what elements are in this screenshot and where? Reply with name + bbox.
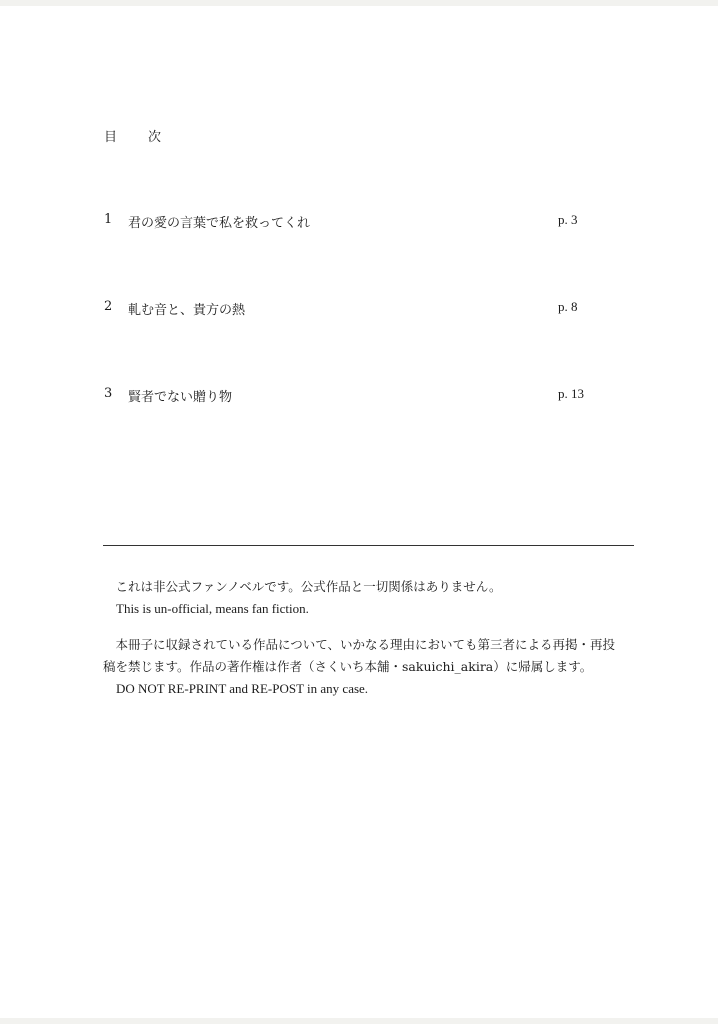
- toc-entry-number: 2: [104, 299, 113, 314]
- copyright-notice-ja-line2: 稿を禁じます。作品の著作権は作者（さくいち本舗・sakuichi_akira）に帰属します。: [103, 659, 593, 674]
- paragraph-gap: [103, 620, 623, 634]
- toc-entry: [104, 299, 594, 319]
- toc-entry-page: p. 8: [558, 299, 578, 314]
- toc-entry: [104, 386, 594, 406]
- document-page: [0, 6, 718, 1018]
- toc-entry-title: 軋む音と、貴方の熱: [128, 303, 246, 318]
- toc-entry-title: 君の愛の言葉で私を救ってくれ: [128, 216, 311, 231]
- toc-entry-page: p. 3: [558, 212, 578, 227]
- toc-heading: 目 次: [104, 130, 171, 145]
- toc-entry-number: 1: [104, 212, 113, 227]
- toc-entry-number: 3: [104, 386, 113, 401]
- unofficial-notice-ja: これは非公式ファンノベルです。公式作品と一切関係はありません。: [103, 579, 502, 594]
- copyright-notice-en: DO NOT RE-PRINT and RE-POST in any case.: [103, 681, 369, 696]
- toc-entry-page: p. 13: [558, 386, 584, 401]
- toc-entry: [104, 212, 594, 232]
- disclaimer-notes: [103, 576, 623, 700]
- toc-entry-title: 賢者でない贈り物: [128, 390, 233, 405]
- copyright-notice-ja-line1: 本冊子に収録されている作品について、いかなる理由においても第三者による再掲・再投: [103, 637, 616, 652]
- unofficial-notice-en: This is un-official, means fan fiction.: [103, 601, 309, 616]
- section-divider: [103, 545, 634, 546]
